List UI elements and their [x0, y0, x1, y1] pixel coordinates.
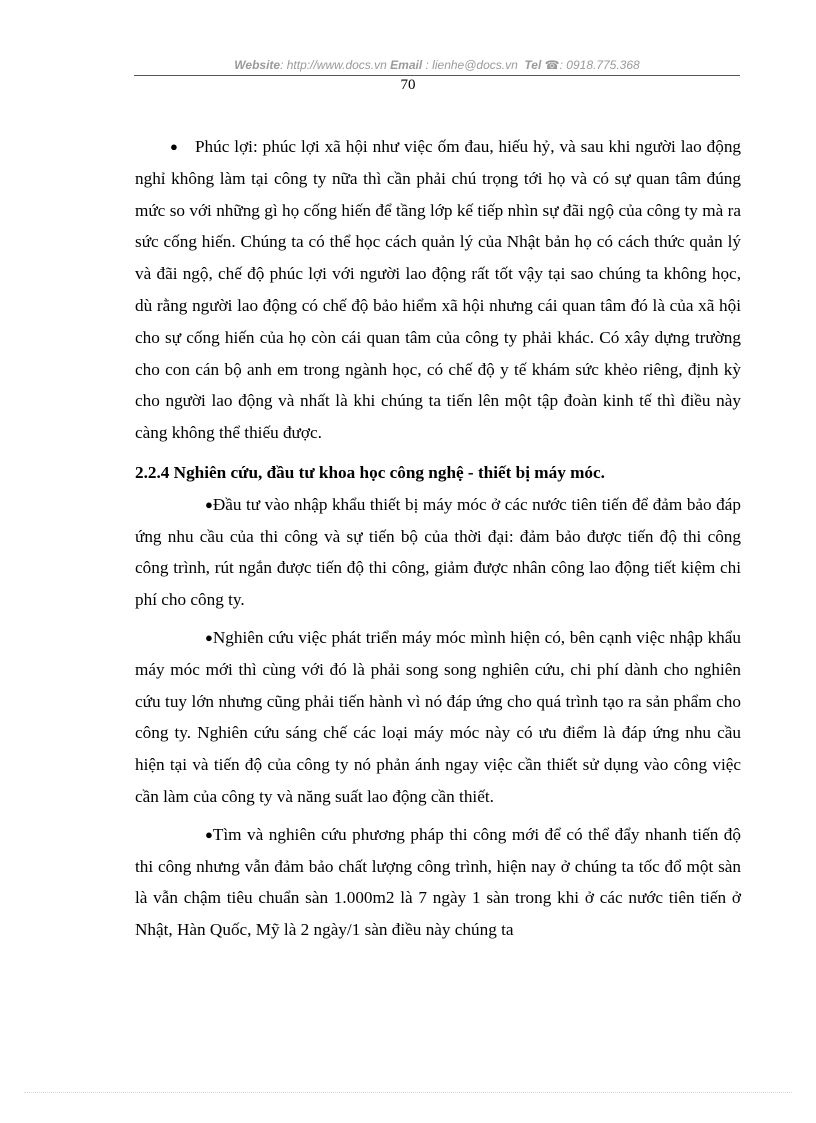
website-url: : http://www.docs.vn — [280, 58, 387, 72]
page-number: 70 — [400, 77, 416, 93]
document-body — [135, 131, 741, 946]
footer-divider — [24, 1092, 792, 1093]
phone-icon: ☎ — [544, 58, 560, 72]
bullet-icon: ● — [205, 826, 213, 842]
website-label: Website — [234, 58, 281, 72]
welfare-text: Phúc lợi: phúc lợi xã hội như việc ốm đau, hiếu hỷ, và sau khi người lao động nghỉ không làm tại công ty nữa thì cần phải chú trọng tới họ và có sự quan tâm đúng mức so với những gì họ cống hiến để tầng lớp kế tiếp nhìn sự đãi ngộ của công ty mà ra sức cống hiến. Chúng ta có thể học cách quản lý của Nhật bản họ có cách thức quản lý và đãi ngộ, chế độ phúc lợi với người lao động rất tốt vậy tại sao chúng ta không học, dù rằng người lao động có chế độ bảo hiểm xã hội nhưng cái quan tâm đó là của xã hội cho sự cống hiến của họ còn cái quan tâm của công ty phải khác. Có xây dựng trường cho con cán bộ anh em trong ngành học, có chế độ y tế khám sức khẻo riêng, định kỳ cho người lao động và nhất là khi chúng ta tiến lên một tập đoàn kinh tế thì điều này càng không thể thiếu được. — [135, 137, 741, 443]
bullet-icon: ● — [205, 496, 213, 512]
page-header — [134, 58, 740, 72]
import-paragraph — [135, 489, 741, 616]
methods-paragraph — [135, 819, 741, 946]
research-text: Nghiên cứu việc phát triển máy móc mình hiện có, bên cạnh việc nhập khẩu máy móc mới thì cùng với đó là phải song song nghiên cứu, chi phí dành cho nghiên cứu tuy lớn nhưng cũng phải tiến hành vì nó đáp ứng cho quá trình tạo ra sản phẩm cho công ty. Nghiên cứu sáng chế các loại máy móc này có ưu điểm là đáp ứng nhu cầu hiện tại và tiến độ của công ty nó phản ánh ngay việc cần thiết sử dụng vào công việc cần làm của công ty và năng suất lao động cần thiết. — [135, 627, 741, 806]
methods-text: Tìm và nghiên cứu phương pháp thi công mới để có thể đẩy nhanh tiến độ thi công nhưng vẫn đảm bảo chất lượng công trình, hiện nay ở chúng ta tốc đổ một sàn là vẫn chậm tiêu chuẩn sàn 1.000m2 là 7 ngày 1 sàn trong khi ở các nước tiên tiến ở Nhật, Hàn Quốc, Mỹ là 2 ngày/1 sàn điều này chúng ta — [135, 824, 741, 940]
bullet-icon: ● — [205, 629, 213, 645]
header-divider — [134, 75, 740, 76]
bullet-icon: ● — [170, 139, 178, 154]
tel-label: Tel — [524, 58, 542, 72]
section-heading: 2.2.4 Nghiên cứu, đầu tư khoa học công nghệ - thiết bị máy móc. — [135, 462, 605, 482]
import-text: Đầu tư vào nhập khẩu thiết bị máy móc ở các nước tiên tiến để đảm bảo đáp ứng nhu cầu của thi công và sự tiến bộ của thời đại: đảm bảo được tiến độ thi công công trình, rút ngắn được tiến độ thi công, giảm được nhân công lao động tiết kiệm chi phí cho công ty. — [135, 494, 741, 610]
email-address: : lienhe@docs.vn — [425, 58, 518, 72]
welfare-paragraph — [135, 131, 741, 449]
email-label: Email — [390, 58, 423, 72]
research-paragraph — [135, 622, 741, 813]
tel-number: : 0918.775.368 — [559, 58, 640, 72]
